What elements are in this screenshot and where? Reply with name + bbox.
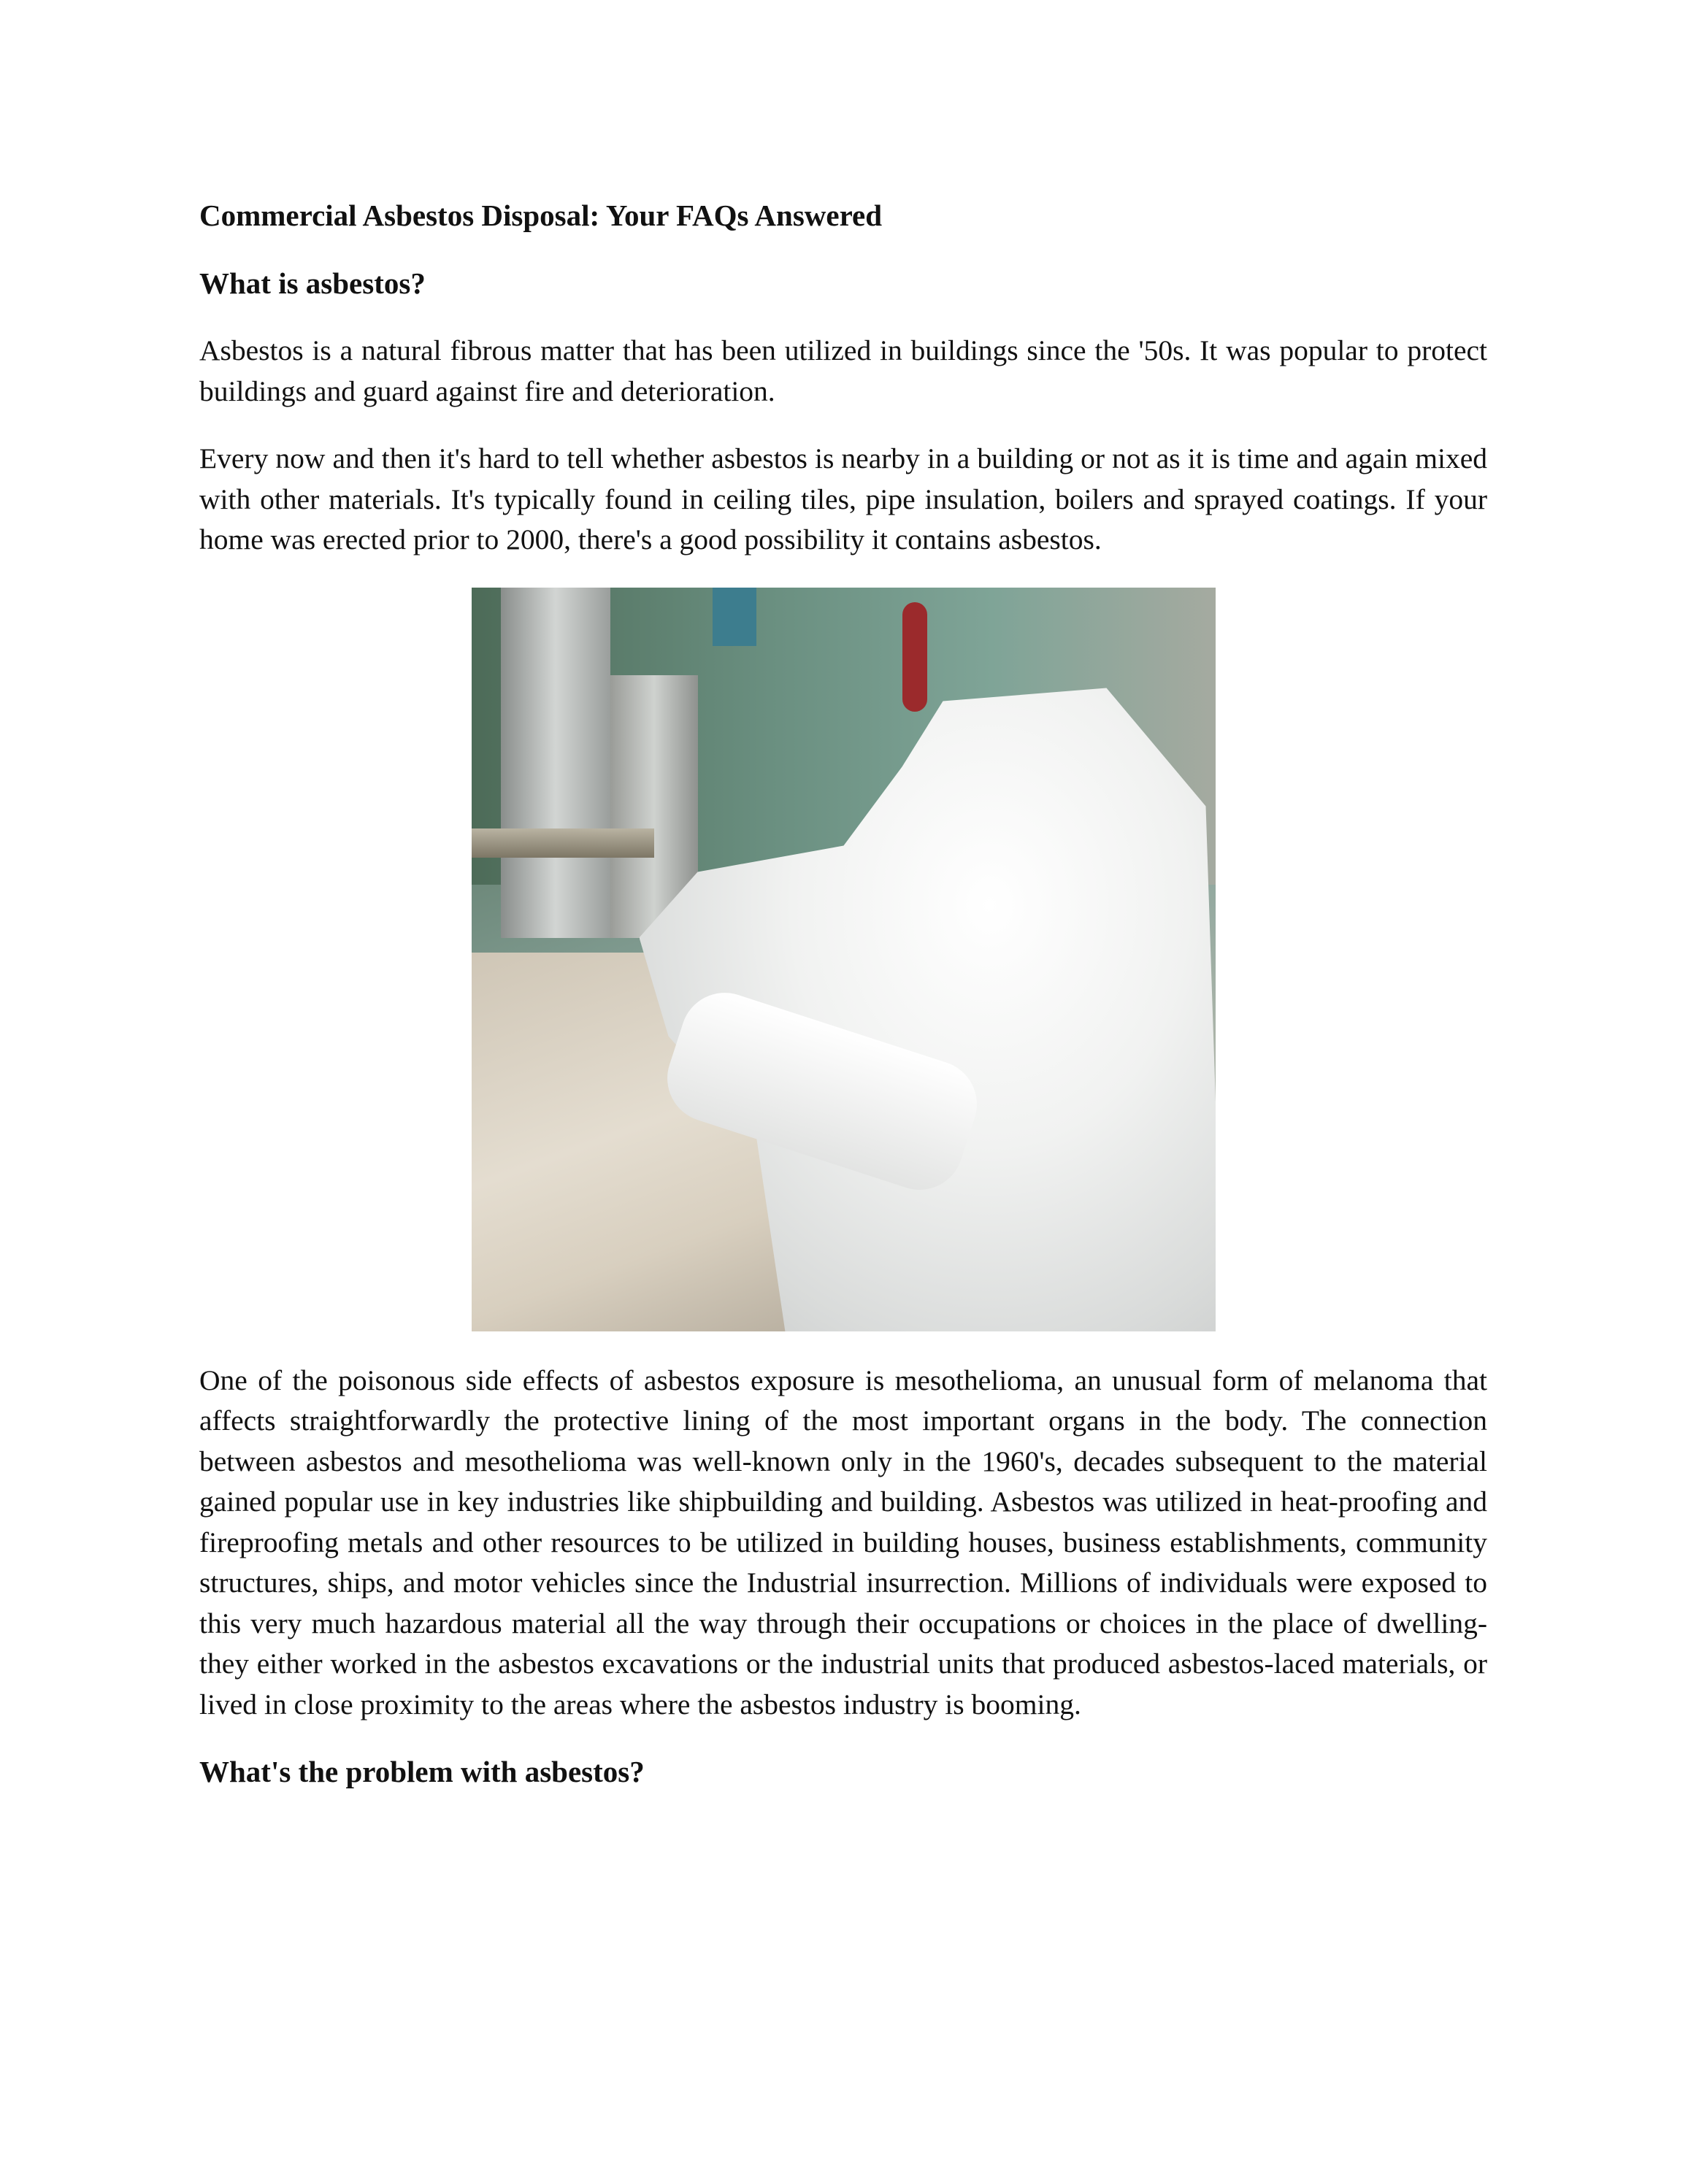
photo-blue-valve (713, 588, 756, 646)
figure-container (199, 588, 1487, 1331)
paragraph-asbestos-location: Every now and then it's hard to tell whether asbestos is nearby in a building or not as it is time and again mixed with other materials. It's typically found in ceiling tiles, pipe insulation, boilers and sprayed coatings. If your home was erected prior to 2000, there's a good possibility it contains asbestos. (199, 442, 1487, 555)
asbestos-worker-photo (472, 588, 1216, 1331)
section-heading-problem-with-asbestos: What's the problem with asbestos? (199, 1755, 645, 1788)
document-page (199, 196, 1487, 1819)
photo-pipe-flange (472, 828, 654, 858)
paragraph-asbestos-definition: Asbestos is a natural fibrous matter that has been utilized in buildings since the '50s. It was popular to protect buildings and guard against fire and deterioration. (199, 334, 1487, 407)
paragraph-mesothelioma: One of the poisonous side effects of asbestos exposure is mesothelioma, an unusual form of melanoma that affects straightforwardly the protective lining of the most important organs in the body. The connection between asbestos and mesothelioma was well-known only in the 1960's, decades subsequent to the material gained popular use in key industries like shipbuilding and building. Asbestos was utilized in heat-proofing and fireproofing metals and other resources to be utilized in building houses, business establishments, community structures, ships, and motor vehicles since the Industrial insurrection. Millions of individuals were exposed to this very much hazardous material all the way through their occupations or choices in the place of dwelling-they either worked in the asbestos excavations or the industrial units that produced asbestos-laced materials, or lived in close proximity to the areas where the asbestos industry is booming. (199, 1364, 1487, 1720)
section-heading-what-is-asbestos: What is asbestos? (199, 266, 426, 300)
document-title: Commercial Asbestos Disposal: Your FAQs Answered (199, 199, 883, 232)
photo-vertical-pipe (501, 588, 610, 938)
photo-red-valve-wheel (902, 602, 927, 712)
